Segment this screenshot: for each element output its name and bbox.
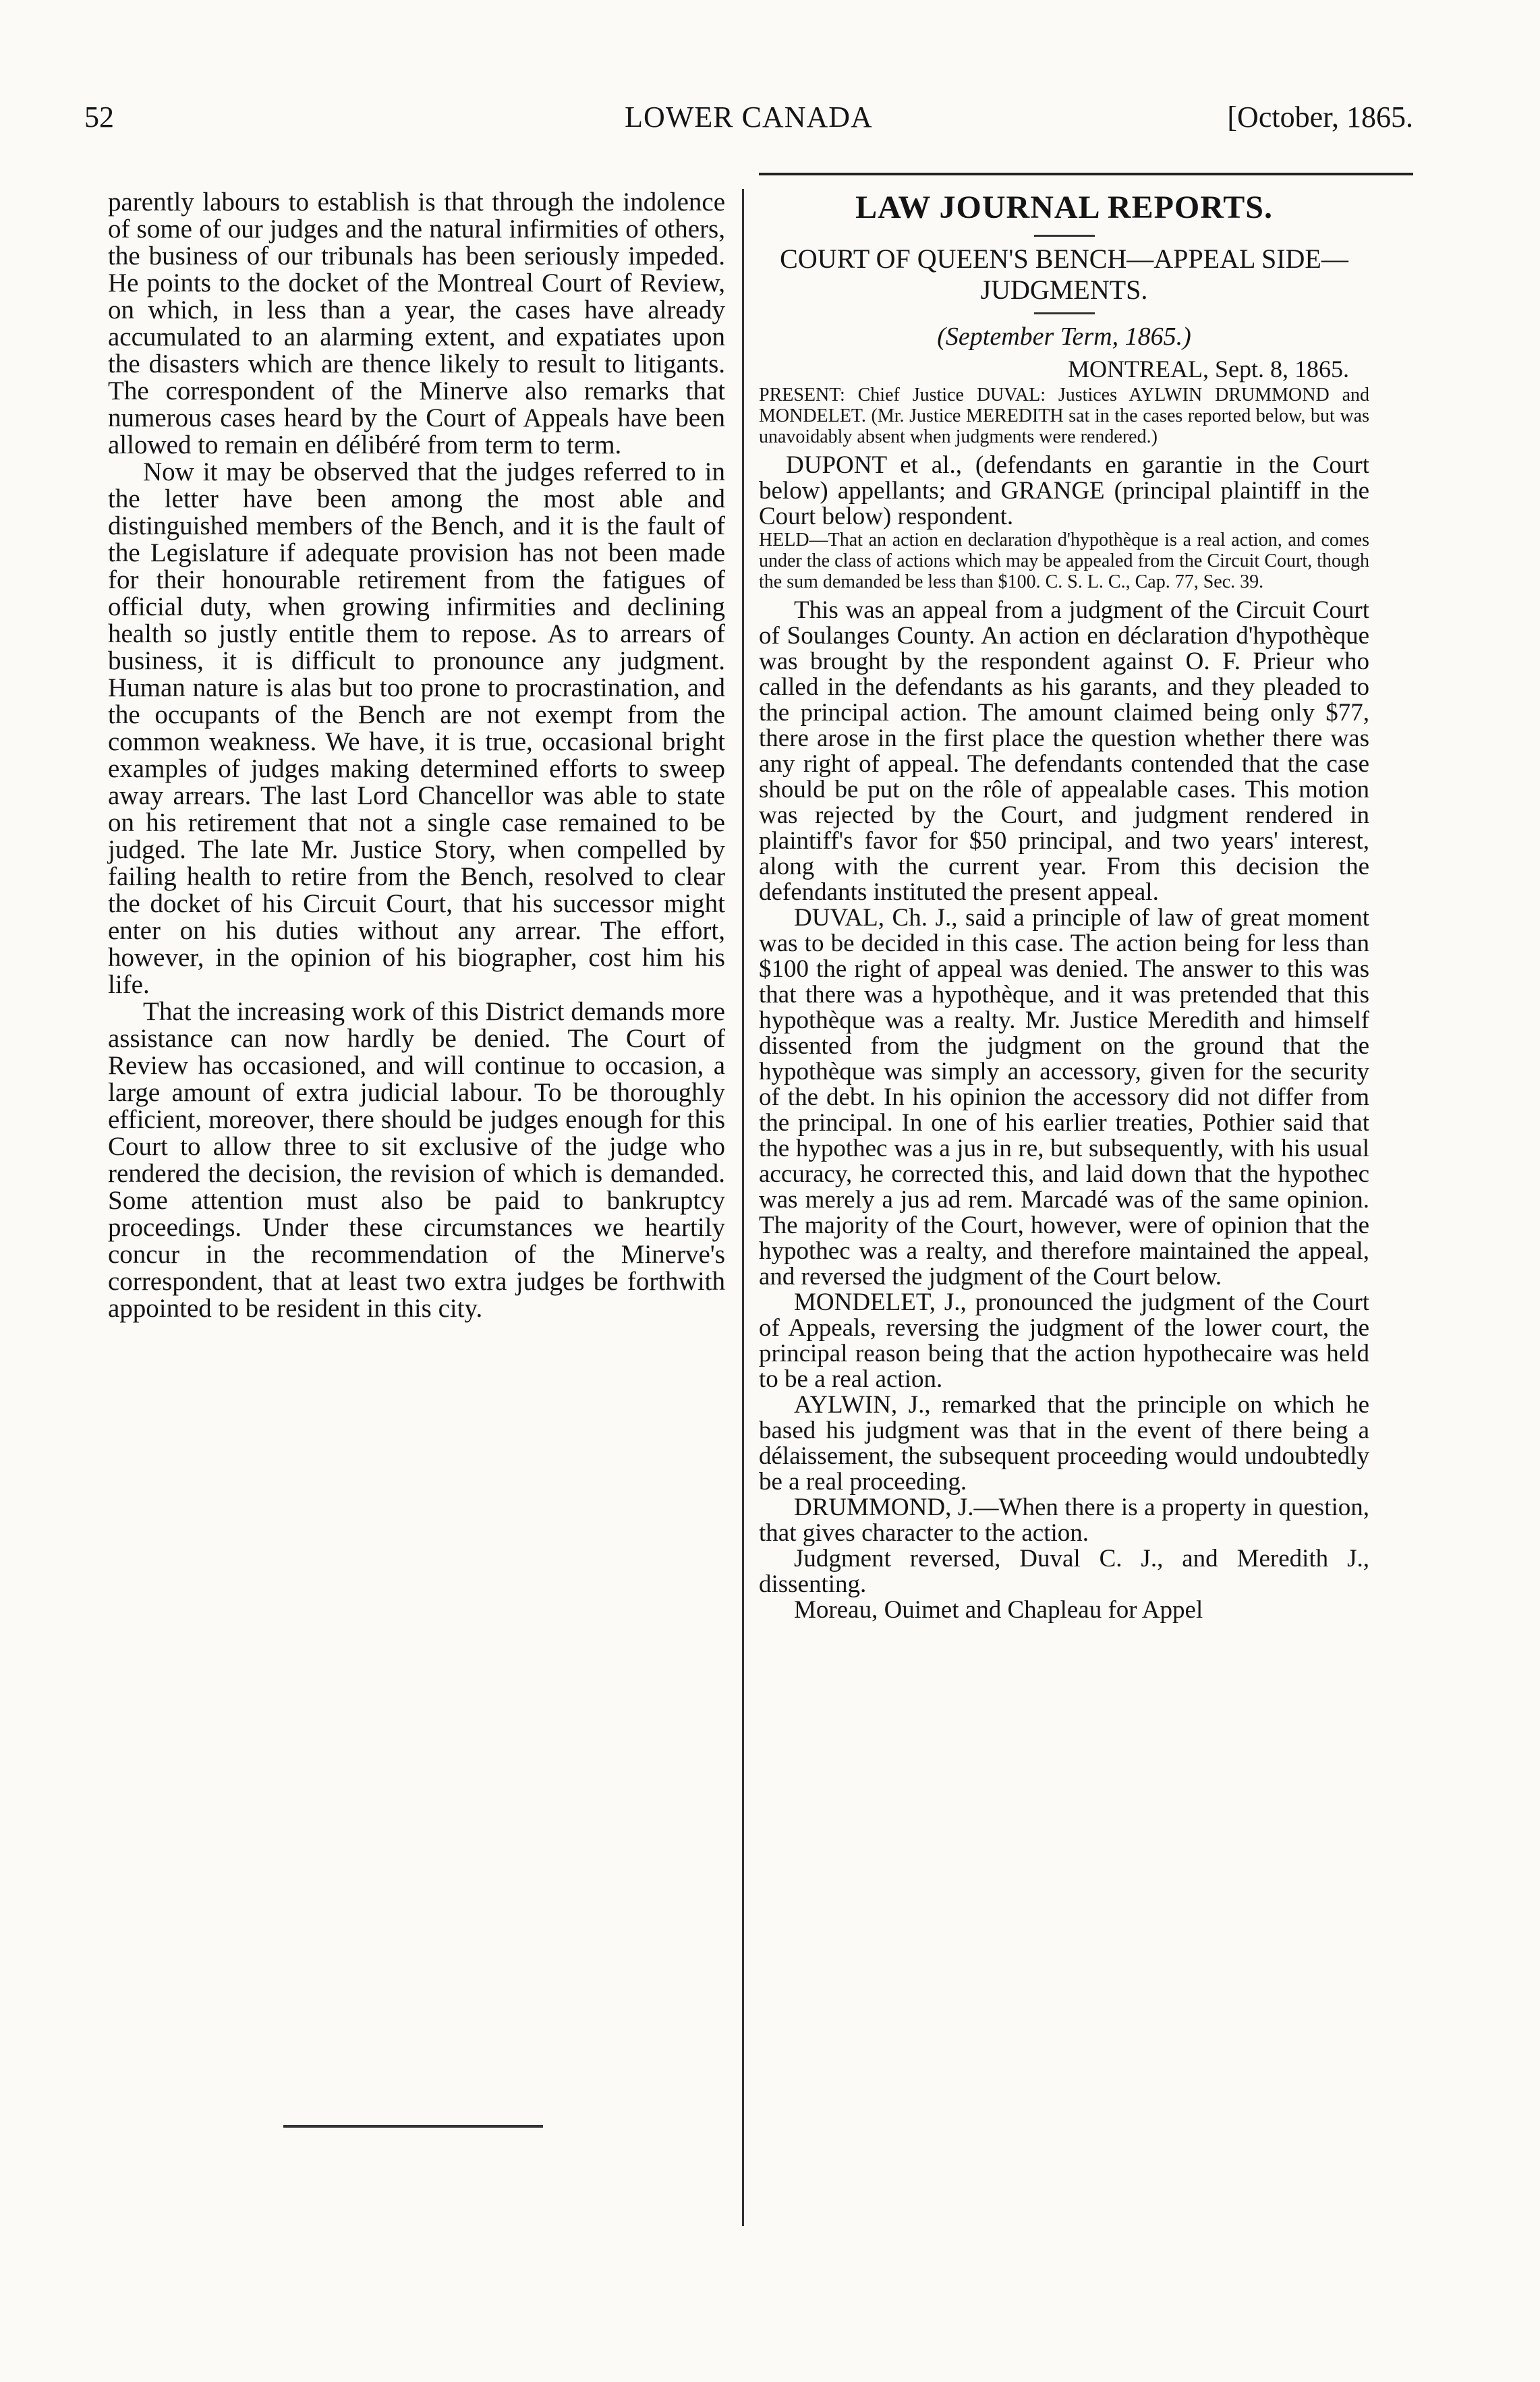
place-date: MONTREAL, Sept. 8, 1865. [1068,356,1349,382]
court-rule [1034,312,1095,314]
article-end-rule [283,2125,543,2128]
case-paragraph-2: DUVAL, Ch. J., said a principle of law of great moment was to be decided in this case. The action being for less than $100 the right of appeal was denied. The answer to this was that there was a hypothèque, and it was pretended that this hypothèque was a realty. Mr. Justice Meredith and himself dissented from the judgment on the ground that the hypothèque was simply an accessory, given for the security of the debt. In his opinion the accessory did not differ from the principal. In one of his earlier treaties, Pothier said that the hypothec was a jus in re, but subsequently, with his usual accuracy, he corrected this, and laid down that the hypothec was merely a jus ad rem. Marcadé was of the same opinion. The majority of the Court, however, were of opinion that the hypothec was a realty, and therefore maintained the appeal, and reversed the judgment of the Court below. [759,904,1369,1291]
case-paragraph-4: AYLWIN, J., remarked that the principle on which he based his judgment was that in the event of there being a délaissement, the subsequent proceeding would undoubtedly be a real proceeding. [759,1391,1369,1496]
header-date: [October, 1865. [1227,101,1413,134]
running-title: LOWER CANADA [625,101,873,134]
term-line: (September Term, 1865.) [937,322,1191,351]
page-header [84,100,1413,147]
court-heading: COURT OF QUEEN'S BENCH—APPEAL SIDE—JUDGMENTS. [780,244,1348,305]
right-column [759,188,1369,1623]
page-number: 52 [84,101,114,134]
present-note: PRESENT: Chief Justice DUVAL: Justices AYLWIN DRUMMOND and MONDELET. (Mr. Justice MEREDITH sat in the cases reported below, but was unavoidably absent when judgments were rendered.) [759,385,1369,447]
section-title: LAW JOURNAL REPORTS. [855,190,1273,225]
case-paragraph-6: Judgment reversed, Duval C. J., and Meredith J., dissenting. [759,1545,1369,1598]
left-paragraph-1: parently labours to establish is that through the indolence of some of our judges and the natural infirmities of others, the business of our tribunals has been seriously impeded. He points to the docket of the Montreal Court of Review, on which, in less than a year, the cases have already accumulated to an alarming extent, and expatiates upon the disasters which are thence likely to result to litigants. The correspondent of the Minerve also remarks that numerous cases heard by the Court of Appeals have been allowed to remain en délibéré from term to term. [108,188,725,459]
case-paragraph-7: Moreau, Ouimet and Chapleau for Appel [794,1596,1203,1624]
column-divider [742,189,744,2226]
left-column [108,189,725,1322]
left-paragraph-2: Now it may be observed that the judges referred to in the letter have been among the most able and distinguished members of the Bench, and it is the fault of the Legislature if adequate provision has not been made for their honourable retirement from the fatigues of official duty, when growing infirmities and declining health so justly entitle them to repose. As to arrears of business, it is difficult to pronounce any judgment. Human nature is alas but too prone to procrastination, and the occupants of the Bench are not exempt from the common weakness. We have, it is true, occasional bright examples of judges making determined efforts to sweep away arrears. The last Lord Chancellor was able to state on his retirement that not a single case remained to be judged. The late Mr. Justice Story, when compelled by failing health to retire from the Bench, resolved to clear the docket of his Circuit Court, that his successor might enter on his duties without any arrear. The effort, however, in the opinion of his biographer, cost him his life. [108,457,725,999]
case-paragraph-5: DRUMMOND, J.—When there is a property in question, that gives character to the action. [759,1494,1369,1547]
case-parties: DUPONT et al., (defendants en garantie in the Court below) appellants; and GRANGE (principal plaintiff in the Court below) respondent. [759,451,1369,530]
header-rule [759,173,1413,175]
title-rule [1034,235,1095,237]
headnote-held: HELD—That an action en declaration d'hypothèque is a real action, and comes under the class of actions which may be appealed from the Circuit Court, though the sum demanded be less than $100. C. S. L. C., Cap. 77, Sec. 39. [759,530,1369,592]
case-paragraph-1: This was an appeal from a judgment of the Circuit Court of Soulanges County. An action en déclaration d'hypothèque was brought by the respondent against O. F. Prieur who called in the defendants as his garants, and they pleaded to the principal action. The amount claimed being only $77, there arose in the first place the question whether there was any right of appeal. The defendants contended that the case should be put on the rôle of appealable cases. This motion was rejected by the Court, and judgment rendered in plaintiff's favor for $50 principal, and two years' interest, along with the current year. From this decision the defendants instituted the present appeal. [759,596,1369,906]
left-paragraph-3: That the increasing work of this District demands more assistance can now hardly be denied. The Court of Review has occasioned, and will continue to occasion, a large amount of extra judicial labour. To be thoroughly efficient, moreover, there should be judges enough for this Court to allow three to sit exclusive of the judge who rendered the decision, the revision of which is demanded. Some attention must also be paid to bankruptcy proceedings. Under these circumstances we heartily concur in the recommendation of the Minerve's correspondent, that at least two extra judges be forthwith appointed to be resident in this city. [108,997,725,1323]
case-paragraph-3: MONDELET, J., pronounced the judgment of the Court of Appeals, reversing the judgment of the lower court, the principal reason being that the action hypothecaire was held to be a real action. [759,1288,1369,1393]
